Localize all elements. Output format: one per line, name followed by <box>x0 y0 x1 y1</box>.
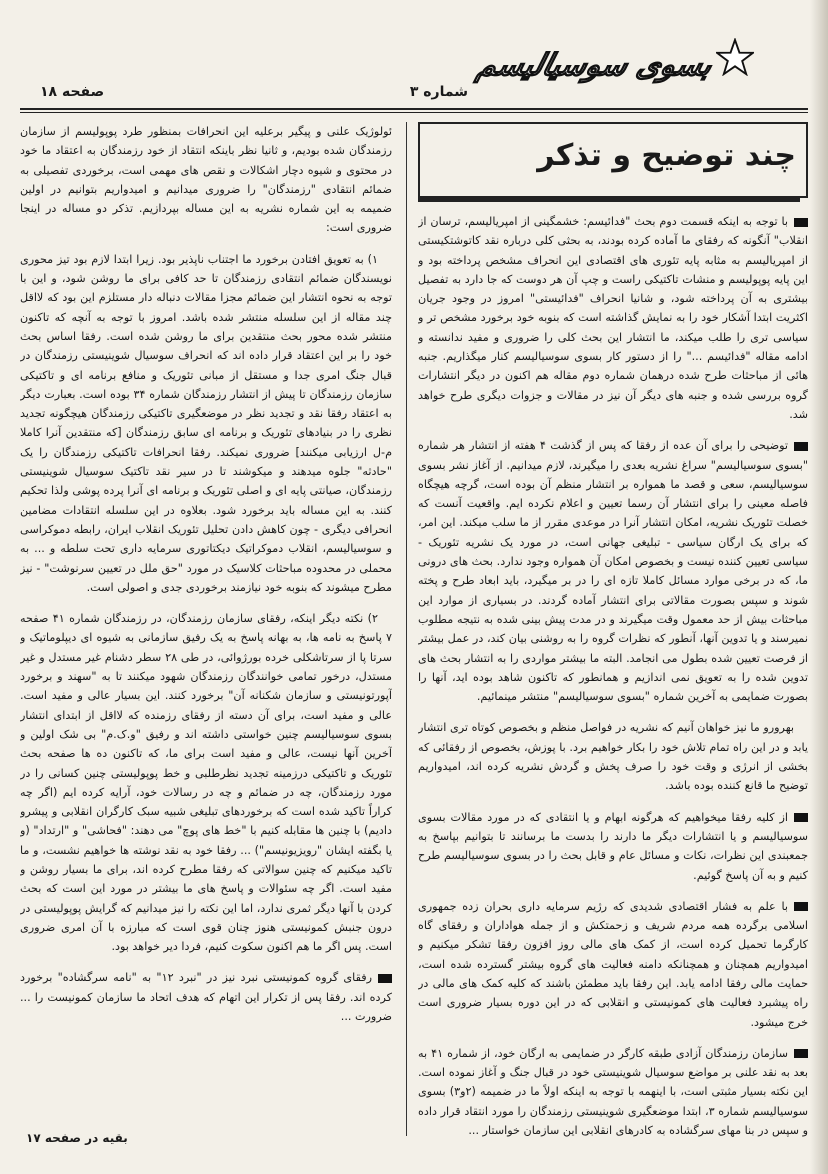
right-column <box>418 122 808 1150</box>
paragraph-text: با توجه به اینکه قسمت دوم بحث "فدائیسم: خشمگینی از امپریالیسم، ترسان از انقلاب" آنگونه که رفقای ما آماده کرده بودند، به بحثی کلی درباره نقد کاتوشتکیستی از امپریالیسم به مثابه پایه تئوری های اقتصادی این انحراف مشخص پرداخته بود و این پایه پوپولیسم و منشات تاکتیکی راست و چپ آن هر دوست که جا دارد به تفصیل بیشتری به آن پرداخته شود، و شانیا انحراف "فدائیستی" امروز در وجود جریان اکثریت ابتدا آشکار خود را به نمایش گذاشته است که بنوبه خود برخورد مشخص تر و سیاسی تری را طلب میکند، ما انتشار این بحث کلی را ضروری و مفید ندانسته و ادامه مقاله "فدائیسم ..." را از دستور کار بسوی سوسیالیسم کنار میگذاریم. جنبه هائی از مباحثات طرح شده درهمان شماره دوم مقاله هم اکنون در دیگر انتشارات گروه بررسی شده و جنبه های دیگر آن نیز در مقالات و جزوات دیگری طرح خواهد شد. <box>418 215 808 421</box>
bullet-marker <box>794 1049 808 1058</box>
paragraph <box>418 212 808 424</box>
column-divider <box>406 122 407 1136</box>
masthead-logo: بسوی سوسیالیسم <box>473 47 716 83</box>
article-title: چند توضیح و تذکر <box>537 138 796 173</box>
continued-note: بقیه در صفحه ۱۷ <box>26 1130 128 1145</box>
page-edge-shadow <box>810 0 828 1174</box>
star-icon <box>716 38 754 76</box>
paragraph <box>418 436 808 706</box>
paragraph <box>418 808 808 885</box>
paragraph-text: سازمان رزمندگان آزادی طبقه کارگر در ضمایمی به ارگان خود، از شماره ۴۱ به بعد به نقد علنی بر مواضع سوسیال شوینیستی خود در قبال جنگ و آغاز نموده است. این نکته بسیار مثبتی است، با اینهمه با توجه به اینکه اولاً ما در ضمیمه (۲و۳) بسوی سوسیالیسم شماره ۳، ابتدا موضعگیری شوینیستی رزمندگان را مورد انتقاد قرار داده و سپس در بنا مهای سرگشاده به کادرهای انقلابی این سازمان خواستار ... <box>418 1046 808 1138</box>
article-title-box <box>418 122 808 198</box>
paragraph-text: با علم به فشار اقتصادی شدیدی که رژیم سرمایه داری بحران زده جمهوری اسلامی برگرده همه مردم شریف و زحمتکش و از جمله هواداران و رفقای گاه کارگرما تحمیل کرده است، از کمک های مالی روز افزون رفقا تشکر میکنیم و امیدواریم همچنان و همچنانکه دامنه فعالیت های گروه بیشتر گسترده شده است، حمایت مالی رفقا ادامه یابد. این رفقا باید مطمئن باشند که کلیه کمک های مالی در راه پیشبرد فعالیت های کمونیستی و انقلابی که در این دوره بسیار ضروری است خرج میشود. <box>418 899 808 1029</box>
paragraph: ئولوژیک علنی و پیگیر برعلیه این انحرافات بمنظور طرد پوپولیسم از سازمان رزمندگان شده بودیم، و ثانیا نظر باینکه انتقاد از خود رزمندگان به اعتقاد ما خود در محتوی و شیوه دچار اشکالات و نقص های مهمی است، برخوردی تفصیلی به ضمائم انتقادی "رزمندگان" را ضروری میدانیم و امیدواریم بتوانیم در اولین ضمیمه به این شماره نشریه به این مساله بپردازیم. تذکر دو مساله در اینجا ضروری است: <box>20 125 392 235</box>
paragraph <box>418 1044 808 1140</box>
paragraph <box>418 897 808 1032</box>
page-number: صفحه ۱۸ <box>40 84 105 100</box>
paragraph-text: رفقای گروه کمونیستی نبرد نیز در "نبرد ۱۲" به "نامه سرگشاده" برخورد کرده اند. رفقا پس از تکرار این اتهام که هدف اتحاد ما سازمان کمونیست را ... ضرورت ... <box>20 971 392 1024</box>
paragraph-text: توضیحی را برای آن عده از رفقا که پس از گذشت ۴ هفته از انتشار هر شماره "بسوی سوسیالیسم" سراغ نشریه بعدی را میگیرند، لازم میدانیم. از آغاز نشر بسوی سوسیالیسم، سعی و قصد ما همواره بر انتشار منظم آن بوده است، گرچه هیچگاه فاصله معینی را برای انتشار آن رسما تعیین و اعلام نکرده ایم. واقعیت آنست که خصلت تئوریک نشریه، امکان انتشار آنرا در موعدی مقرر از ما سلب میکند. این امر، که برای یک ارگان سیاسی - تبلیغی جهانی است، در مورد یک نشریه تئوریک - سیاسی تعیین کننده نیست و بخصوص امکان آن همواره وجود ندارد. بحث های درونی ما، که در برخی موارد مسائل کاملا تازه ای را در بر میگیرد، باید ابعاد طرح و پخته شوند و سپس بصورت مقالاتی برای انتشار آماده گردند. در بسیاری از موارد این مباحثات بیش از حد معمول وقت میگیرند و در مدت پیش بینی شده به نتیجه مطلوب نمیرسند و یا تدوین آنها، آنطور که نظرات گروه را به روشنی بیان کند، در عمل بیشتر از فرصت تعیین شده بطول می انجامد. البته ما بیشتر مواردی را به انتشار بحث های تدوین شده را به تعویق نمی اندازیم و همانطور که تاکنون شاهد بوده اید، آنها را بصورت ضمایمی به آخرین شماره "بسوی سوسیالیسم" منتشر مینمائیم. <box>418 439 808 704</box>
bullet-marker <box>378 974 392 983</box>
masthead <box>473 40 748 90</box>
paragraph: بهرورو ما نیز خواهان آنیم که نشریه در فواصل منظم و بخصوص کوتاه تری انتشار یابد و در این راه تمام تلاش خود را بکار خواهیم برد. با پوزش، بخصوص از رفقائی که بخشی از انرژی و وقت خود را صرف پخش و گردش نشریه کرده اند، امیدواریم توضیح ما قانع کننده بوده باشد. <box>418 721 808 793</box>
bullet-marker <box>794 442 808 451</box>
document-page <box>20 30 808 1150</box>
page-header <box>20 40 808 100</box>
header-rule-thin <box>20 112 808 113</box>
issue-number: شماره ۳ <box>409 84 468 100</box>
paragraph <box>20 968 392 1026</box>
left-column <box>20 122 392 1150</box>
bullet-marker <box>794 813 808 822</box>
bullet-marker <box>794 902 808 911</box>
header-rule <box>20 108 808 110</box>
paragraph: ۱) به تعویق افتادن برخورد ما اجتناب ناپذیر بود. زیرا ابتدا لازم بود تیز محوری نویسندگان ضمائم انتقادی رزمندگان تا حد کافی برای ما روشن شود، و این با توجه به نحوه انتشار این ضمائم مجزا مقالات دنباله دار مستلزم این بود که لااقل چند مقاله از این سلسله منتشر شده باشد. امروز با توجه به آنچه که تاکنون منتشر شده محور بحث منتقدین برای ما روشن شده است. رفقا اساس بحث خود را بر این اعتقاد قرار داده اند که انحراف سوسیال شوینیستی رزمندگان در قبال جنگ امری جدا و مستقل از مبانی تئوریک و منافع برنامه ای و تاکتیکی سازمان رزمندگان تا پیش از انتشار رزمندگان شماره ۳۴ بوده است. بعبارت دیگر به اعتقاد رفقا نقد و تجدید نظر در موضعگیری تاکتیکی رزمندگان هیچگونه تجدید نظری را در بنیادهای تئوریک و برنامه ای سابق رزمندگان [که منتقدین آنرا کاملا م-ل ارزیابی میکنند] ضروری نمیکند. رفقا انحرافات تاکتیکی رزمندگان را یک "حادثه" جلوه میدهند و میکوشند تا در سیر نقد تاکتیک سوسیال شوینیستی رزمندگان، صیانتی پایه ای و اصلی تئوریک و برنامه ای آنرا پرده پوشی ولذا تحکیم کنند. به این مساله باید برخورد شود. بعلاوه در این سلسله انتقادات مضامین انحرافی دیگری - چون کاهش دادن تحلیل تئوریک انقلاب ایران، رابطه دموکراسی و سوسیالیسم، انقلاب دموکراتیک دیکتاتوری سرمایه داری تحت سلطه و ... به محملی در محدوده مباحثات کلاسیک در مورد "حق ملل در تعیین سرنوشت" - نیز مطرح میشوند که بنوبه خود نیازمند برخوردی جدی و اصولی است. <box>20 252 392 594</box>
bullet-marker <box>794 218 808 227</box>
paragraph: ۲) نکته دیگر اینکه، رفقای سازمان رزمندگان، در رزمندگان شماره ۴۱ صفحه ۷ پاسخ به نامه ها، به بهانه پاسخ به یک رفیق سازمانی به شیوه ای دیپلوماتیک و سرتا پا از سرتاشکلی خرده بورژوائی، در طی ۲۸ سطر دشنام غیر مستدل و غیر مستدل، درخور تمامی خوانندگان رزمندگان شهود میکنند تا به "سهند و برخورد آپورتونیستی و سازمان شکنانه آن" برخورد کنند. این بسیار عالی و مفید است. عالی و مفید است، برای آن دسته از رفقای رزمنده که لااقل از ابتدای انتشار بسوی سوسیالیسم چنین خواستی داشته اند و رفیق "و.ک.م" بی شک اولین و آخرین آنها نیست، عالی و مفید است برای ما، که تاکنون ده ها صفحه بحث تئوریک و تاکتیکی درزمینه تجدید نظرطلبی و خط پوپولیستی چنین کسانی را در مورد رزمندگان، چه در ضمائم و چه در رسالات خود، آرایه کرده ایم (اگر چه کراراً تاکید شده است که برخوردهای تبلیغی شبیه سبک کارگران انقلابی و پیشرو دادیم) با چنین ها مقابله کنیم با "خط های پوچ" می دهند: "فحاشی" و "ارتداد" (و یا بگفته ایشان "رویزیونیسم") ... رفقا خود به نقد نوشته ها خواهیم نشست، و ما تاکید میکنیم که چنین سوالاتی که رفقا مطرح کرده اند، برای ما بسیار روشن و مفید است. اگر چه سئوالات و پاسخ های ما بیشتر در مورد این است که بحث کردن با آنها دیگر ثمری ندارد، اما این نکته را نیز میدانیم که گرایش پوپولیستی در درون جنبش کمونیستی هنوز چنان قوی است که مبارزه با آن امری ضروری است. پس اگر ما هم اکنون سکوت کنیم، فردا دیر خواهد بود. <box>20 612 392 954</box>
paragraph-text: از کلیه رفقا میخواهیم که هرگونه ابهام و یا انتقادی که در مورد مقالات بسوی سوسیالیسم و یا انتشارات دیگر ما دارند را بدست ما برسانند تا بتوانیم بپاسخ به جمعبندی این نظرات، نکات و مسائل عام و قابل بحث را در بسوی سوسیالیسم طرح کنیم و به آن پاسخ گوئیم. <box>418 810 808 882</box>
